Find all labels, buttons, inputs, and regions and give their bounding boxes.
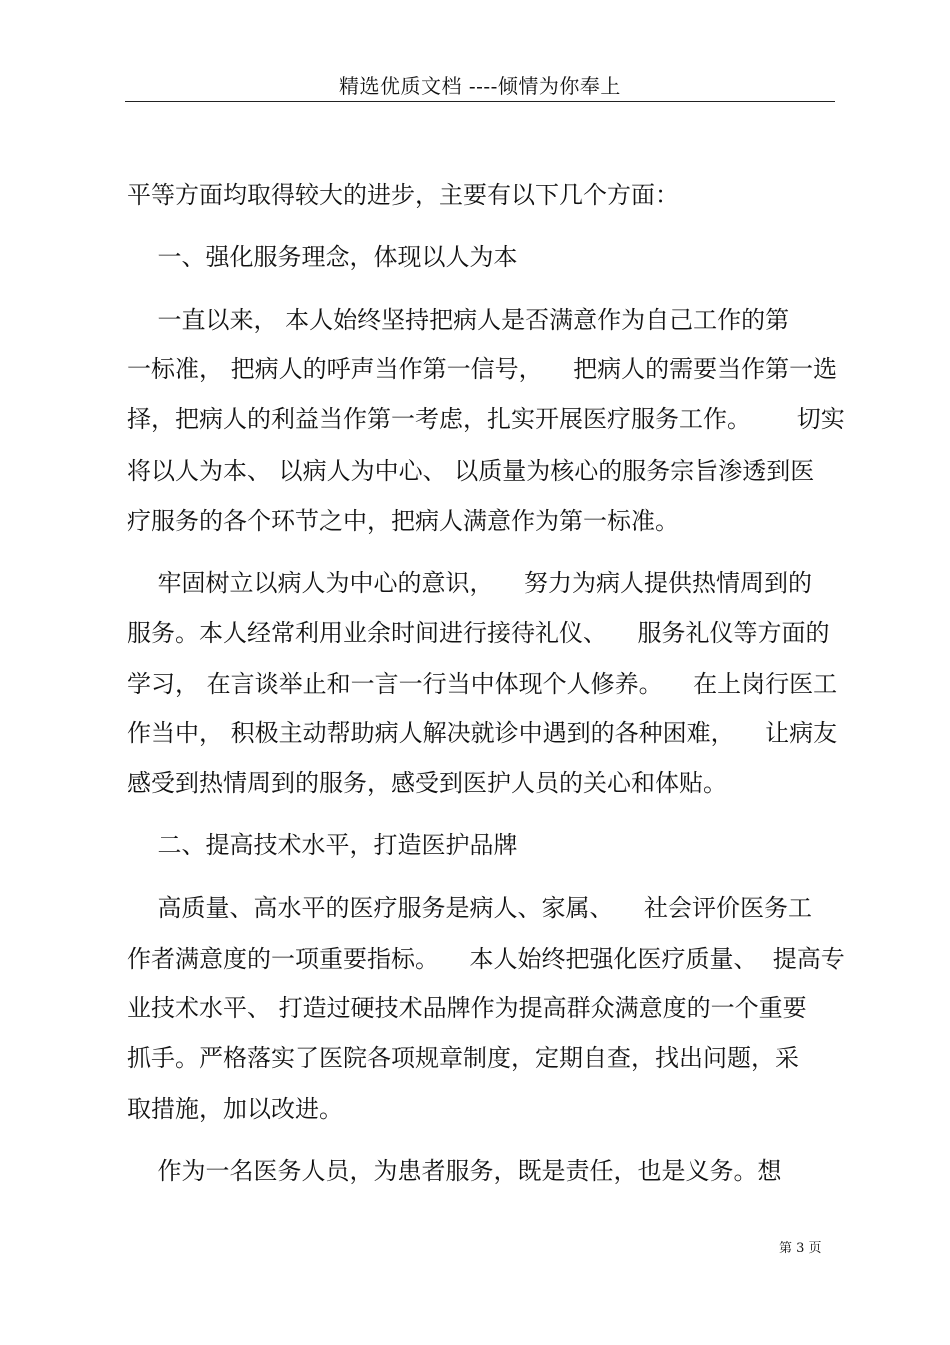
section-heading: 二、提高技术水平，打造医护品牌 bbox=[127, 831, 518, 859]
body-line: 取措施，加以改进。 bbox=[127, 1095, 343, 1123]
body-line: 一标准， 把病人的呼声当作第一信号， 把病人的需要当作第一选 bbox=[127, 355, 838, 383]
body-line: 学习， 在言谈举止和一言一行当中体现个人修养。 在上岗行医工 bbox=[127, 670, 838, 698]
body-line: 服务。本人经常利用业余时间进行接待礼仪、 服务礼仪等方面的 bbox=[127, 619, 830, 647]
body-line: 将以人为本、 以病人为中心、 以质量为核心的服务宗旨渗透到医 bbox=[127, 457, 815, 485]
body-line: 作为一名医务人员，为患者服务，既是责任，也是义务。想 bbox=[127, 1157, 782, 1185]
body-line: 高质量、高水平的医疗服务是病人、家属、 社会评价医务工 bbox=[127, 894, 813, 922]
body-line: 作当中， 积极主动帮助病人解决就诊中遇到的各种困难， 让病友 bbox=[127, 719, 838, 747]
section-heading: 一、强化服务理念，体现以人为本 bbox=[127, 243, 518, 271]
body-line: 择，把病人的利益当作第一考虑，扎实开展医疗服务工作。 切实 bbox=[127, 405, 845, 433]
page-number: 第 3 页 bbox=[779, 1241, 822, 1256]
body-line: 疗服务的各个环节之中，把病人满意作为第一标准。 bbox=[127, 507, 679, 535]
body-line: 牢固树立以病人为中心的意识， 努力为病人提供热情周到的 bbox=[127, 569, 813, 597]
body-line: 业技术水平、 打造过硬技术品牌作为提高群众满意度的一个重要 bbox=[127, 994, 807, 1022]
body-line: 感受到热情周到的服务，感受到医护人员的关心和体贴。 bbox=[127, 769, 727, 797]
document-header: 精选优质文档 ----倾情为你奉上 bbox=[339, 74, 621, 98]
body-line: 抓手。严格落实了医院各项规章制度，定期自查，找出问题，采 bbox=[127, 1044, 799, 1072]
header-divider bbox=[125, 101, 835, 102]
body-line: 一直以来， 本人始终坚持把病人是否满意作为自己工作的第 bbox=[127, 306, 790, 334]
body-line: 作者满意度的一项重要指标。 本人始终把强化医疗质量、 提高专 bbox=[127, 945, 845, 973]
body-line: 平等方面均取得较大的进步，主要有以下几个方面： bbox=[127, 181, 679, 209]
